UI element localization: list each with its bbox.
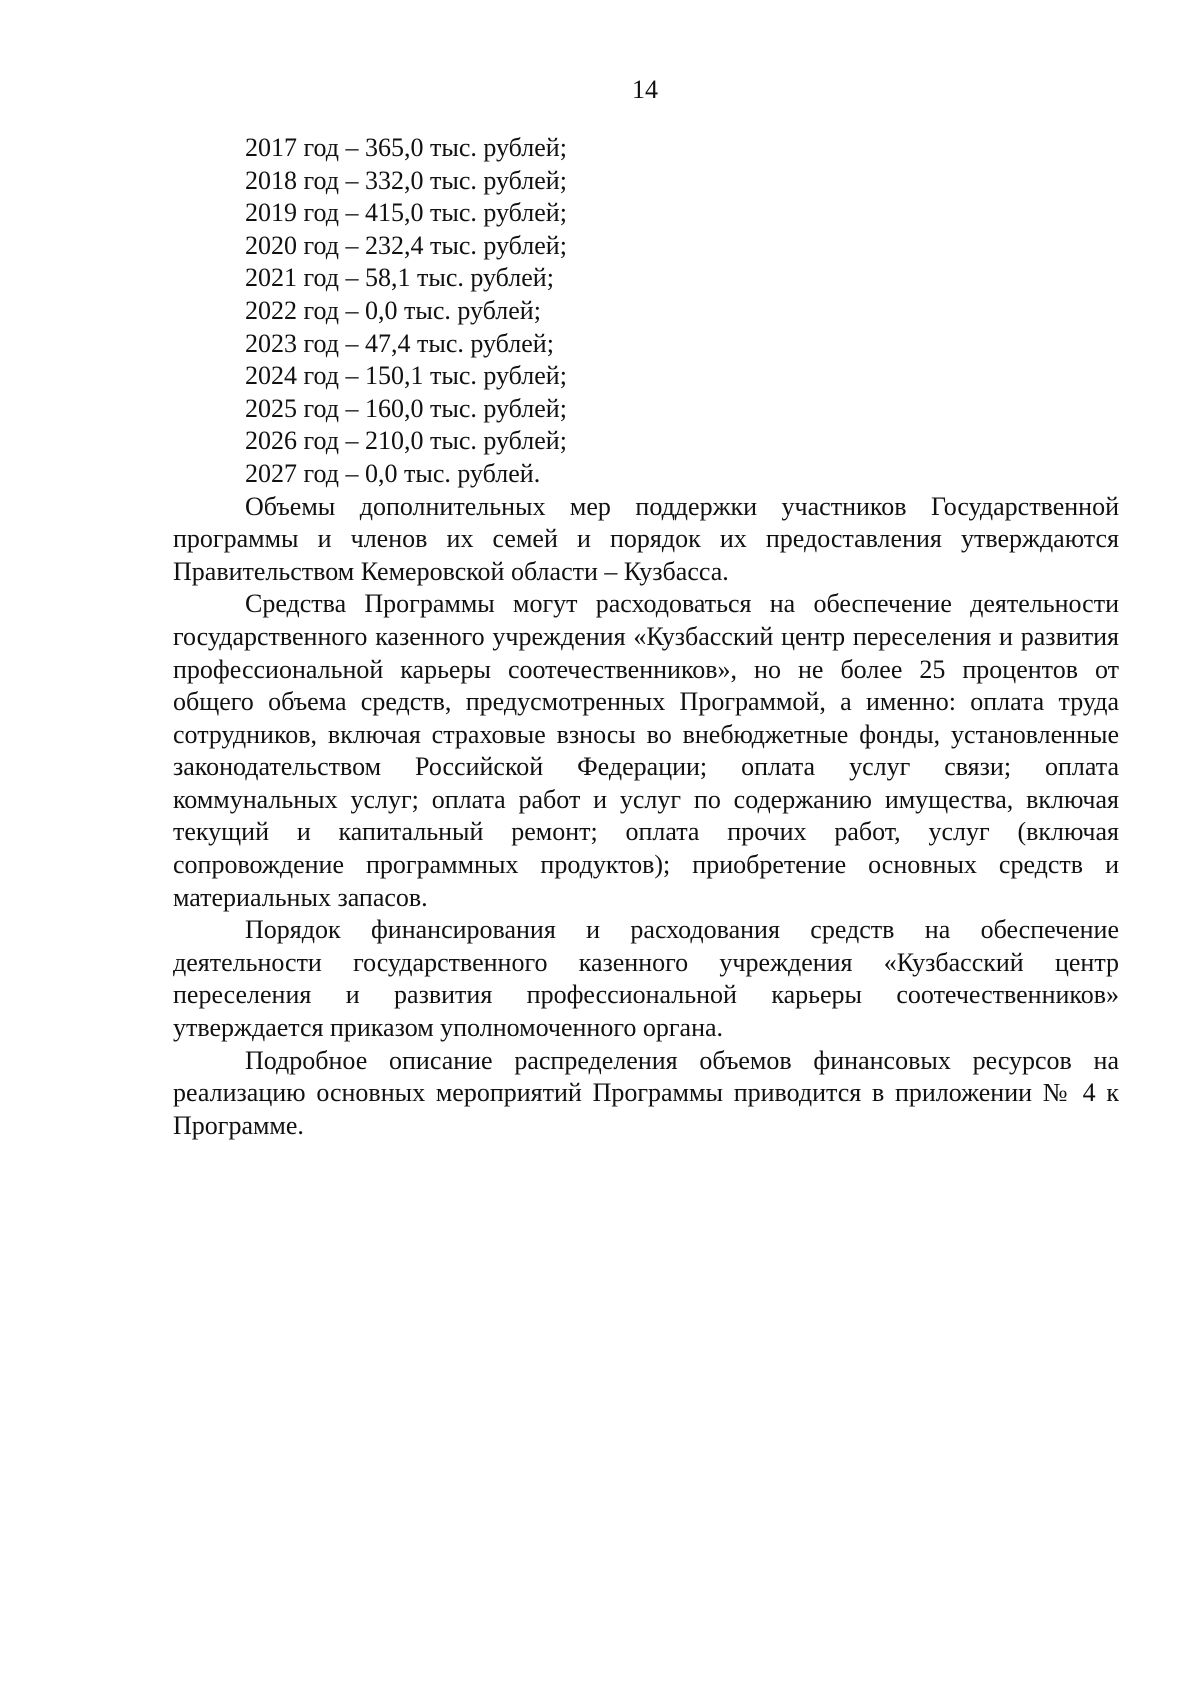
paragraph-financing-procedure: Порядок финансирования и расходования средств на обеспечение деятельности государственного казенного учреждения «Кузбасский центр переселения и развития профессиональной карьеры соотечественников» утверждается приказом уполномоченного органа.: [173, 915, 1119, 1043]
page-number: 14: [632, 75, 658, 104]
list-item: 2020 год – 232,4 тыс. рублей;: [245, 230, 567, 260]
list-item: 2019 год – 415,0 тыс. рублей;: [245, 198, 567, 228]
list-item: 2026 год – 210,0 тыс. рублей;: [245, 426, 567, 456]
list-item: 2024 год – 150,1 тыс. рублей;: [245, 361, 567, 391]
funding-by-year-list: [173, 132, 1119, 491]
list-item: 2021 год – 58,1 тыс. рублей;: [245, 263, 554, 293]
list-item: 2027 год – 0,0 тыс. рублей.: [245, 458, 541, 488]
list-item: 2017 год – 365,0 тыс. рублей;: [245, 133, 567, 162]
list-item: 2025 год – 160,0 тыс. рублей;: [245, 393, 567, 423]
paragraph-program-funds: Средства Программы могут расходоваться на обеспечение деятельности государственного казенного учреждения «Кузбасский центр переселения и развития профессиональной карьеры соотечественников», но не более 25 процентов от общего объема средств, предусмотренных Программой, а именно: оплата труда сотрудников, включая страховые взносы во внебюджетные фонды, установленные законодательством Российской Федерации; оплата услуг связи; оплата коммунальных услуг; оплата работ и услуг по содержанию имущества, включая текущий и капитальный ремонт; оплата прочих работ, услуг (включая сопровождение программных продуктов); приобретение основных средств и материальных запасов.: [173, 589, 1119, 912]
document-body: [173, 132, 1119, 1142]
list-item: 2018 год – 332,0 тыс. рублей;: [245, 165, 567, 195]
list-item: 2022 год – 0,0 тыс. рублей;: [245, 295, 541, 325]
paragraph-support-measures: Объемы дополнительных мер поддержки участников Государственной программы и членов их семей и порядок их предоставления утверждаются Правительством Кемеровской области – Кузбасса.: [173, 491, 1119, 586]
list-item: 2023 год – 47,4 тыс. рублей;: [245, 328, 554, 358]
paragraph-appendix-reference: Подробное описание распределения объемов финансовых ресурсов на реализацию основных мероприятий Программы приводится в приложении № 4 к Программе.: [173, 1045, 1119, 1140]
